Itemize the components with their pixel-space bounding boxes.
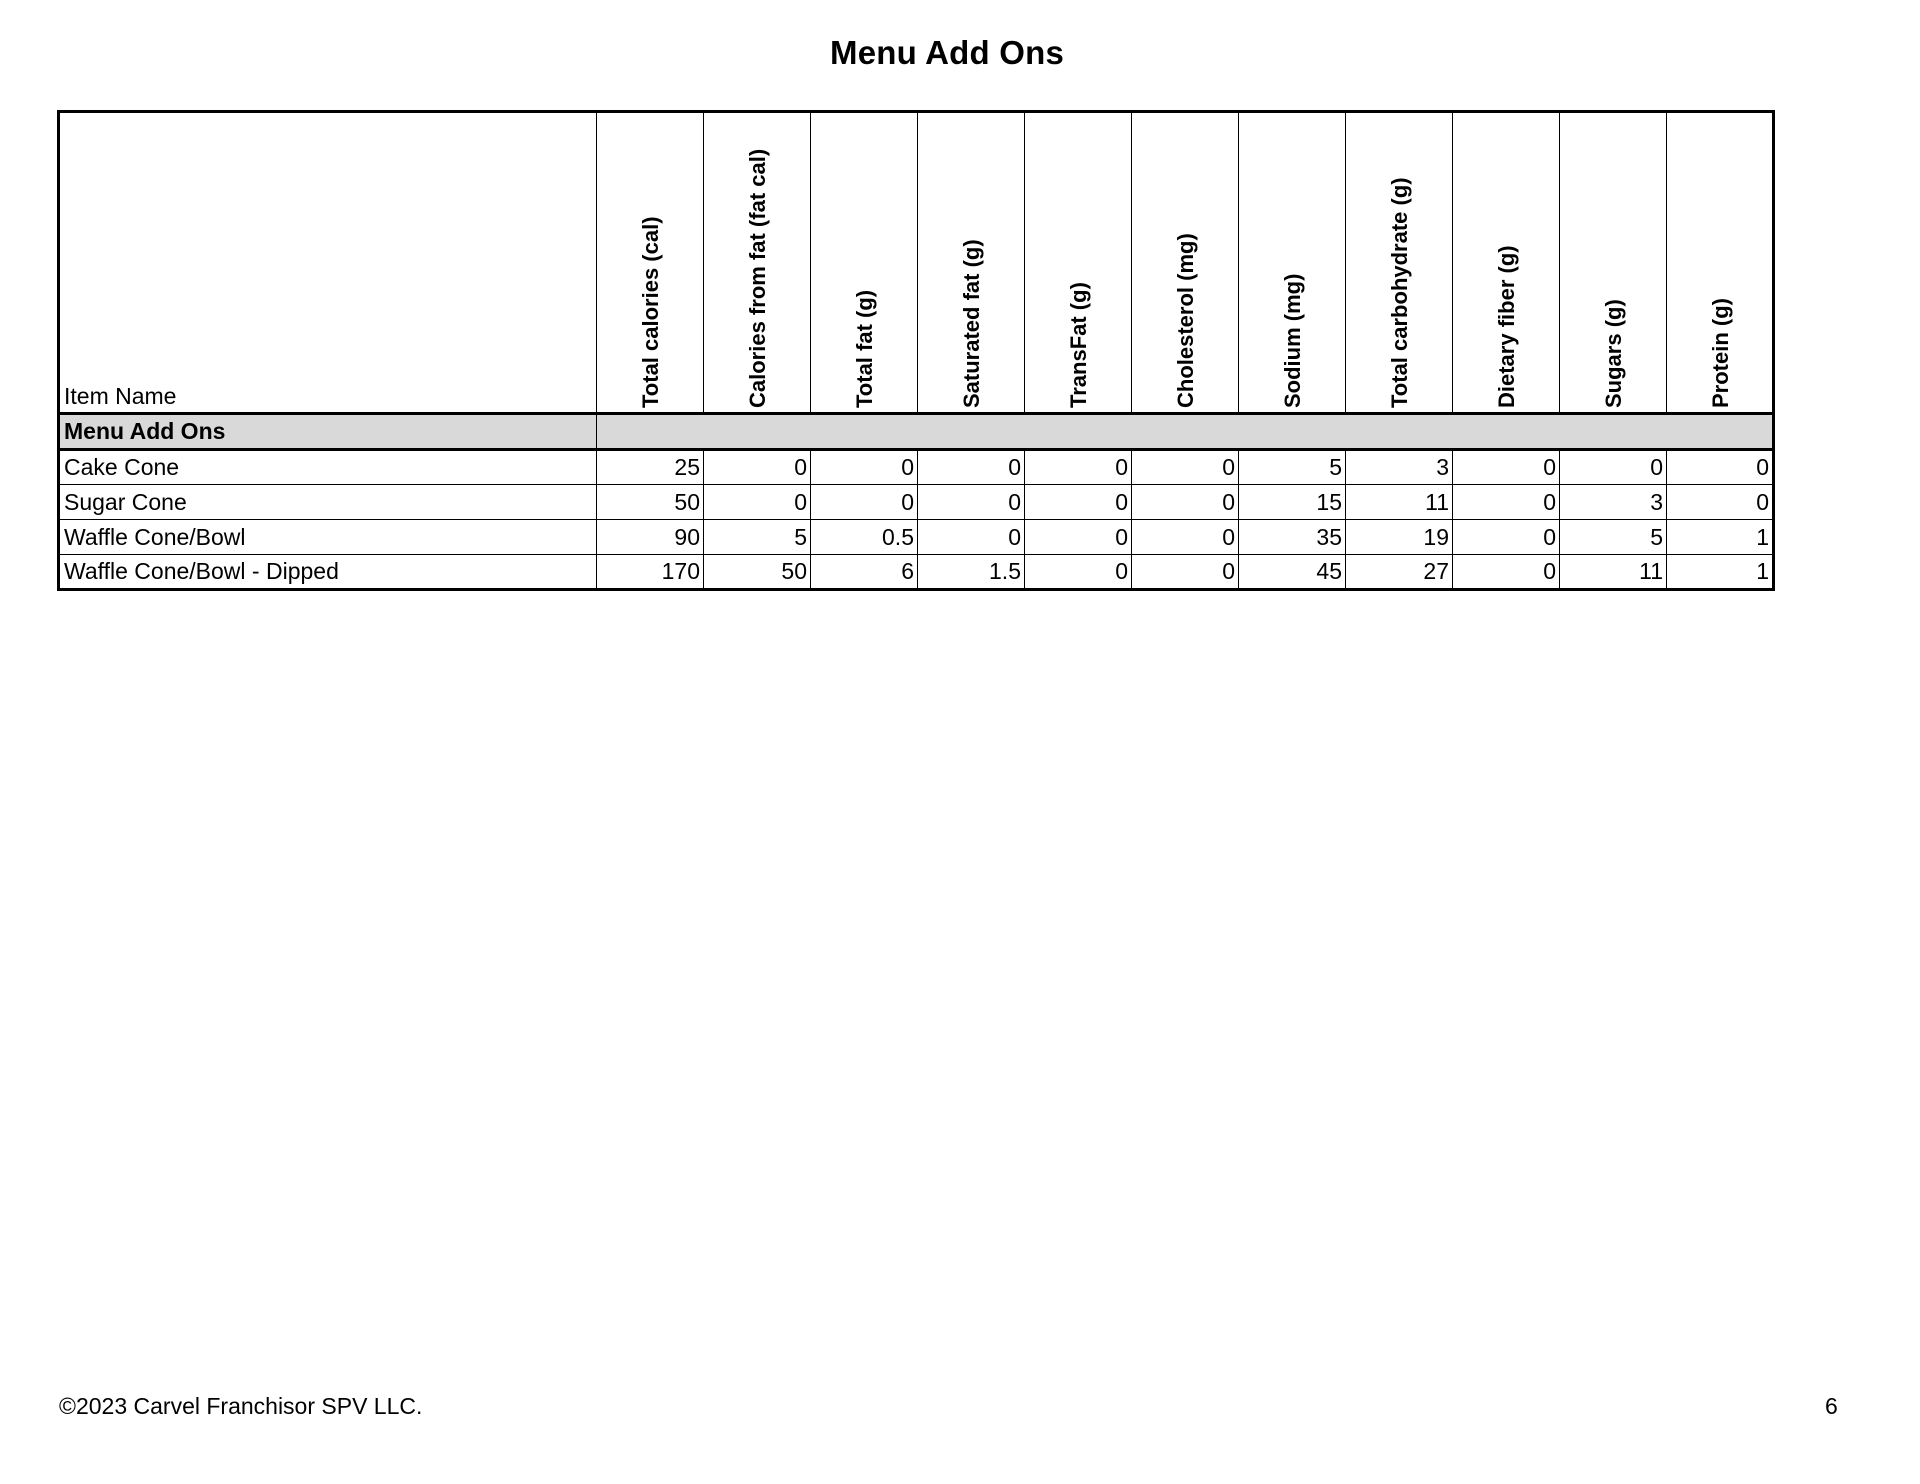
value-cell: 0 xyxy=(1025,520,1132,555)
column-header-cholesterol: Cholesterol (mg) xyxy=(1132,112,1239,414)
value-cell: 3 xyxy=(1560,485,1667,520)
item-name-cell: Cake Cone xyxy=(59,450,597,485)
table-row xyxy=(59,520,1774,555)
value-cell: 0 xyxy=(1025,485,1132,520)
column-header-calories-from-fat: Calories from fat (fat cal) xyxy=(704,112,811,414)
value-cell: 15 xyxy=(1239,485,1346,520)
value-cell: 50 xyxy=(704,555,811,590)
item-name-cell: Waffle Cone/Bowl xyxy=(59,520,597,555)
column-header-total-fat: Total fat (g) xyxy=(811,112,918,414)
page-number: 6 xyxy=(1825,1393,1838,1419)
value-cell: 0 xyxy=(1453,485,1560,520)
column-header-total-carbohydrate: Total carbohydrate (g) xyxy=(1346,112,1453,414)
section-label: Menu Add Ons xyxy=(59,414,597,450)
value-cell: 1.5 xyxy=(918,555,1025,590)
value-cell: 6 xyxy=(811,555,918,590)
value-cell: 35 xyxy=(1239,520,1346,555)
section-row xyxy=(59,414,1774,450)
value-cell: 0 xyxy=(811,485,918,520)
value-cell: 0 xyxy=(1453,555,1560,590)
value-cell: 0 xyxy=(1667,450,1774,485)
value-cell: 0 xyxy=(811,450,918,485)
column-header-total-calories: Total calories (cal) xyxy=(597,112,704,414)
value-cell: 0 xyxy=(704,485,811,520)
value-cell: 0 xyxy=(1132,450,1239,485)
column-header-protein: Protein (g) xyxy=(1667,112,1774,414)
column-header-dietary-fiber: Dietary fiber (g) xyxy=(1453,112,1560,414)
value-cell: 11 xyxy=(1346,485,1453,520)
value-cell: 0 xyxy=(1132,555,1239,590)
value-cell: 45 xyxy=(1239,555,1346,590)
value-cell: 27 xyxy=(1346,555,1453,590)
value-cell: 0 xyxy=(1453,520,1560,555)
value-cell: 0 xyxy=(1132,520,1239,555)
value-cell: 50 xyxy=(597,485,704,520)
value-cell: 3 xyxy=(1346,450,1453,485)
item-name-cell: Waffle Cone/Bowl - Dipped xyxy=(59,555,597,590)
table-row xyxy=(59,555,1774,590)
value-cell: 25 xyxy=(597,450,704,485)
copyright-notice: ©2023 Carvel Franchisor SPV LLC. xyxy=(59,1393,423,1419)
column-header-saturated-fat: Saturated fat (g) xyxy=(918,112,1025,414)
value-cell: 0.5 xyxy=(811,520,918,555)
table-header-row xyxy=(59,112,1774,414)
value-cell: 1 xyxy=(1667,555,1774,590)
value-cell: 0 xyxy=(918,485,1025,520)
section-fill xyxy=(597,414,1774,450)
value-cell: 0 xyxy=(918,450,1025,485)
value-cell: 0 xyxy=(918,520,1025,555)
value-cell: 0 xyxy=(704,450,811,485)
value-cell: 0 xyxy=(1667,485,1774,520)
item-name-cell: Sugar Cone xyxy=(59,485,597,520)
value-cell: 0 xyxy=(1025,450,1132,485)
value-cell: 0 xyxy=(1453,450,1560,485)
value-cell: 1 xyxy=(1667,520,1774,555)
value-cell: 0 xyxy=(1025,555,1132,590)
nutrition-table xyxy=(57,110,1775,591)
table-row xyxy=(59,485,1774,520)
value-cell: 90 xyxy=(597,520,704,555)
value-cell: 0 xyxy=(1560,450,1667,485)
value-cell: 5 xyxy=(1239,450,1346,485)
table-row xyxy=(59,450,1774,485)
value-cell: 0 xyxy=(1132,485,1239,520)
column-header-sugars: Sugars (g) xyxy=(1560,112,1667,414)
value-cell: 170 xyxy=(597,555,704,590)
column-header-sodium: Sodium (mg) xyxy=(1239,112,1346,414)
value-cell: 11 xyxy=(1560,555,1667,590)
page-title: Menu Add Ons xyxy=(830,34,1064,71)
value-cell: 19 xyxy=(1346,520,1453,555)
value-cell: 5 xyxy=(704,520,811,555)
column-header-trans-fat: TransFat (g) xyxy=(1025,112,1132,414)
value-cell: 5 xyxy=(1560,520,1667,555)
item-name-header: Item Name xyxy=(59,112,597,414)
